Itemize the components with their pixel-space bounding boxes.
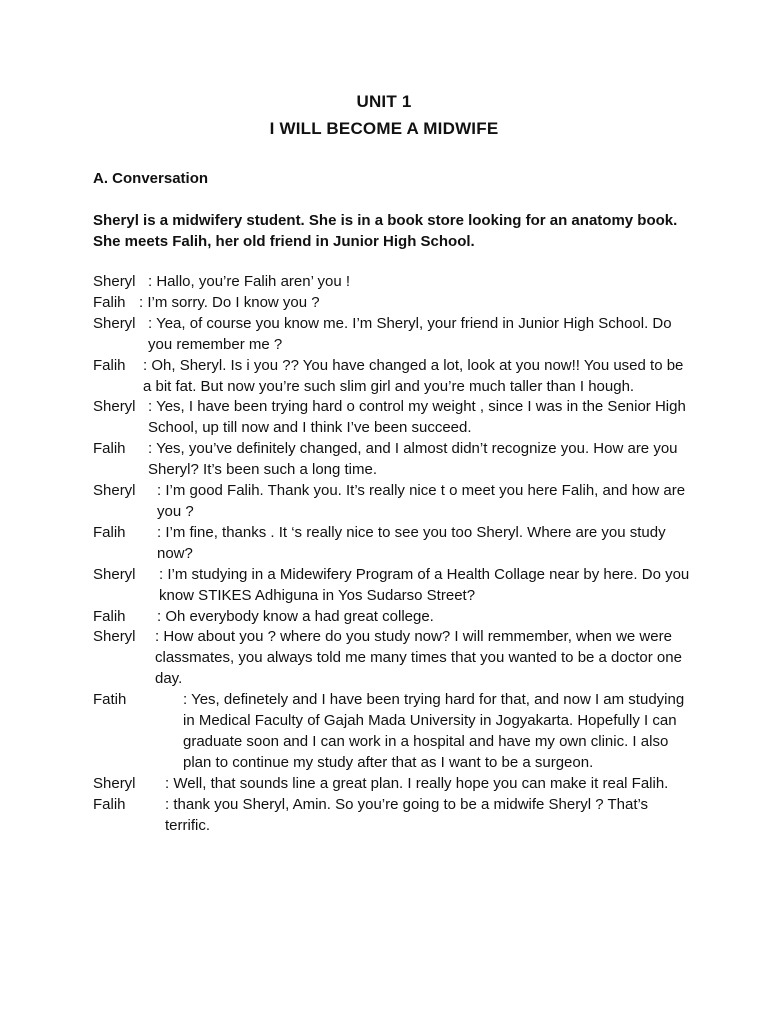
speaker-name: Sheryl	[93, 482, 136, 500]
dialogue-line	[93, 293, 693, 314]
dialogue-line	[93, 314, 693, 356]
speaker-name: Sheryl	[93, 565, 136, 583]
dialogue-line	[93, 795, 693, 837]
speaker-name: Sheryl	[93, 398, 136, 416]
dialogue-line	[93, 439, 693, 481]
speaker-name: Fatih	[93, 691, 127, 709]
dialogue-text: : I’m fine, thanks . It ‘s really nice to see you too Sheryl. Where are you study now?	[157, 523, 666, 562]
speaker-name: Sheryl	[93, 273, 136, 290]
conversation	[93, 272, 693, 836]
dialogue-line	[93, 627, 693, 690]
section-heading: A. Conversation	[93, 170, 209, 187]
dialogue-text: : Yes, you’ve definitely changed, and I almost didn’t recognize you. How are you Sheryl? It’s been such a long time.	[148, 440, 678, 479]
speaker-name: Falih	[93, 356, 126, 374]
speaker-name: Falih	[93, 440, 126, 458]
dialogue-text: : Oh everybody know a had great college.	[157, 607, 434, 625]
speaker-name: Sheryl	[93, 774, 136, 792]
dialogue-line	[93, 272, 693, 293]
dialogue-text: : Oh, Sheryl. Is i you ?? You have changed a lot, look at you now!! You used to be a bit fat. But now you’re such slim girl and you’re much taller than I hough.	[143, 356, 684, 395]
unit-subtitle: I WILL BECOME A MIDWIFE	[269, 119, 499, 138]
dialogue-text: : How about you ? where do you study now? I will remmember, when we were classmates, you always told me many times that you wanted to be a doctor one day.	[155, 628, 682, 688]
dialogue-line	[93, 774, 693, 795]
dialogue-line	[93, 356, 693, 398]
dialogue-line	[93, 397, 693, 439]
dialogue-text: : I’m studying in a Midewifery Program of a Health Collage near by here. Do you know STIKES Adhiguna in Yos Sudarso Street?	[159, 565, 690, 604]
intro-paragraph: Sheryl is a midwifery student. She is in a book store looking for an anatomy book. She meets Falih, her old friend in Junior High School.	[93, 212, 678, 250]
speaker-name: Falih	[93, 523, 126, 541]
dialogue-line	[93, 690, 693, 774]
dialogue-text: : Yes, definetely and I have been trying hard for that, and now I am studying in Medical Faculty of Gajah Mada University in Jogyakarta. Hopefully I can graduate soon and I can work in a hospital and have my own clinic. I also plan to continue my study after that as I want to be a surgeon.	[183, 691, 685, 771]
dialogue-text: : I’m sorry. Do I know you ?	[139, 293, 320, 311]
speaker-name: Falih	[93, 607, 126, 625]
speaker-name: Sheryl	[93, 314, 136, 332]
speaker-name: Sheryl	[93, 628, 136, 646]
dialogue-text: : Well, that sounds line a great plan. I really hope you can make it real Falih.	[165, 774, 669, 792]
dialogue-text: : I’m good Falih. Thank you. It’s really nice t o meet you here Falih, and how are you ?	[157, 482, 686, 520]
dialogue-text: : Hallo, you’re Falih aren’ you !	[148, 273, 351, 290]
speaker-name: Falih	[93, 293, 126, 311]
dialogue-text: : thank you Sheryl, Amin. So you’re going to be a midwife Sheryl ? That’s terrific.	[165, 795, 649, 834]
dialogue-line	[93, 481, 693, 523]
dialogue-line	[93, 523, 693, 565]
dialogue-text: : Yes, I have been trying hard o control my weight , since I was in the Senior High School, up till now and I think I’ve been succeed.	[148, 398, 686, 437]
speaker-name: Falih	[93, 795, 126, 813]
dialogue-line	[93, 565, 693, 607]
dialogue-line	[93, 607, 693, 628]
dialogue-text: : Yea, of course you know me. I’m Sheryl, your friend in Junior High School. Do you remember me ?	[148, 314, 672, 353]
unit-title: UNIT 1	[356, 92, 412, 111]
